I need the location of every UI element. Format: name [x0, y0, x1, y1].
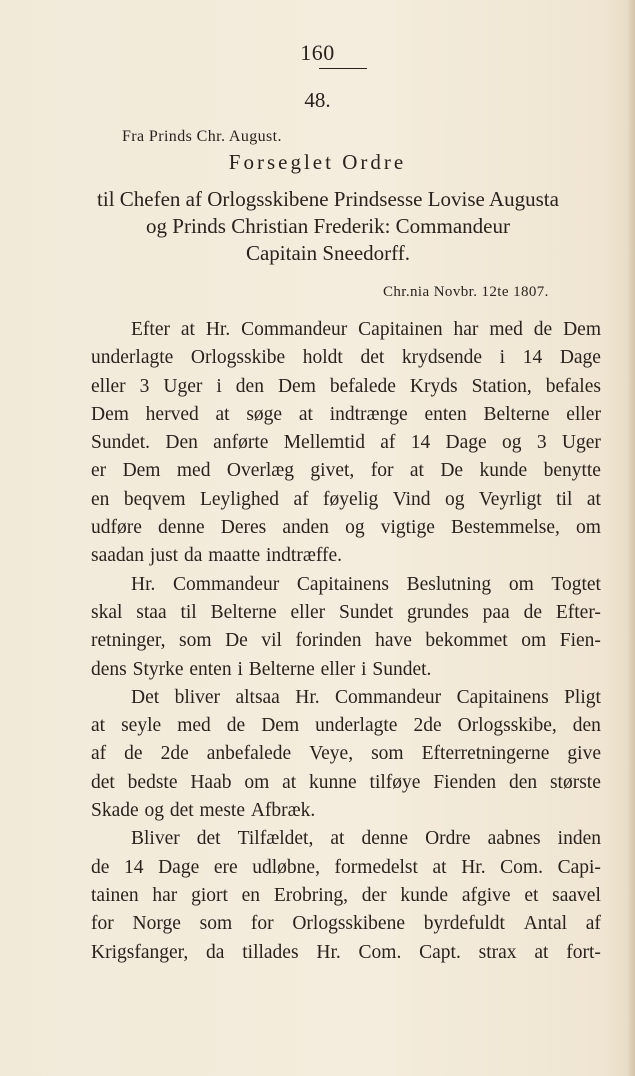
body-word: Togtet: [551, 573, 601, 595]
body-word: Capitainens: [456, 686, 549, 708]
body-word: den: [508, 771, 538, 793]
body-word: for: [250, 913, 274, 935]
body-word: af: [293, 488, 309, 510]
body-word: tilføye: [369, 771, 421, 793]
body-word: Dem: [91, 403, 129, 425]
body-word: grundes: [407, 601, 469, 623]
body-word: staa: [136, 601, 167, 623]
body-word: om: [576, 517, 601, 539]
body-word: formedelst: [334, 856, 418, 878]
body-word: 14: [410, 432, 431, 454]
body-word: holdt: [302, 347, 343, 369]
body-word: de: [533, 319, 553, 340]
body-word: for: [91, 913, 114, 935]
page-number-rule: [319, 68, 367, 69]
body-word: Dage: [158, 856, 200, 878]
body-word: udløbne,: [252, 856, 320, 878]
body-word: er: [91, 460, 107, 482]
body-line: [91, 401, 601, 429]
body-word: afgive: [461, 884, 511, 906]
body-word: Tilfældet,: [237, 828, 314, 850]
body-line: [91, 627, 601, 655]
body-line: [91, 684, 601, 712]
body-word: til: [556, 488, 573, 510]
body-word: 14: [522, 347, 543, 369]
body-line: [91, 854, 601, 882]
body-word: da: [206, 941, 225, 963]
body-word: anden: [282, 517, 329, 539]
body-word: Dage: [445, 432, 487, 454]
body-word: i: [216, 375, 222, 397]
body-word: Sundet.: [372, 658, 432, 680]
body-word: en: [241, 884, 261, 906]
body-word: der: [361, 884, 387, 906]
body-word: Styrke: [132, 658, 184, 680]
body-word: 2de: [160, 743, 189, 765]
body-line: [91, 712, 601, 740]
recipient-line: og Prinds Christian Frederik: Commandeur: [146, 214, 510, 238]
body-word: udføre: [91, 517, 142, 539]
body-word: Orlogsskibe,: [457, 715, 557, 737]
body-word: Overlæg: [226, 460, 295, 482]
body-word: Afbræk.: [250, 800, 316, 822]
sender-line: Fra Prinds Chr. August.: [122, 128, 282, 145]
body-word: Sundet: [339, 601, 394, 623]
body-word: og: [144, 800, 164, 822]
body-word: at: [534, 941, 549, 963]
body-word: til: [180, 601, 197, 623]
body-word: Skade: [91, 800, 139, 822]
body-line: [91, 571, 601, 599]
body-line: [91, 514, 601, 542]
body-word: Bestemmelse,: [451, 517, 560, 539]
body-word: da: [183, 545, 203, 567]
body-word: at: [298, 403, 313, 425]
body-word: kunde: [400, 884, 449, 906]
body-word: Dem: [261, 715, 300, 737]
body-word: af: [585, 913, 601, 935]
body-word: have: [375, 630, 412, 652]
body-word: kunne: [309, 771, 357, 793]
body-word: Erobring,: [273, 884, 349, 906]
body-line: [91, 656, 601, 684]
body-word: underlagte: [91, 347, 174, 369]
body-word: Com.: [358, 941, 402, 963]
body-word: at: [586, 488, 601, 510]
body-word: vil: [261, 630, 282, 652]
body-word: Ordre: [425, 828, 471, 850]
body-word: anbefalede: [206, 743, 292, 765]
body-word: Veye,: [309, 743, 354, 765]
body-word: i: [499, 347, 506, 369]
body-word: søge: [246, 403, 283, 425]
body-word: paa: [482, 601, 510, 623]
body-line: [91, 882, 601, 910]
body-word: krydsende: [401, 347, 483, 369]
body-word: giort: [191, 884, 228, 906]
body-word: Krigsfanger,: [91, 941, 189, 963]
body-word: underlagte: [315, 715, 398, 737]
body-word: Commandeur: [335, 686, 442, 708]
body-word: 3: [139, 375, 150, 397]
body-word: største: [549, 771, 601, 793]
body-word: det: [169, 800, 194, 822]
body-line: [91, 542, 601, 570]
body-word: 3: [536, 432, 547, 454]
body-word: Norge: [132, 913, 181, 935]
body-word: Efter-: [555, 601, 601, 623]
body-word: eller: [91, 375, 126, 397]
body-word: saavel: [552, 884, 601, 906]
body-word: med: [176, 460, 211, 482]
body-word: Dem: [122, 460, 161, 482]
body-word: de: [124, 743, 143, 765]
recipient-line: til Chefen af Orlogsskibene Prindsesse Lovise Augusta: [97, 187, 559, 211]
body-word: Capt.: [419, 941, 461, 963]
body-word: Vind: [392, 488, 431, 510]
body-word: om: [508, 573, 534, 595]
body-word: Efter: [131, 319, 170, 340]
body-word: Dage: [559, 347, 601, 369]
body-word: Antal: [523, 913, 568, 935]
body-word: denne: [158, 517, 205, 539]
body-word: bliver: [174, 686, 221, 708]
body-word: kunde: [479, 460, 528, 482]
body-word: maatte: [208, 545, 261, 567]
body-word: Capitainens: [296, 573, 389, 595]
body-word: Efterretningerne: [421, 743, 550, 765]
body-line: [91, 344, 601, 372]
body-word: retninger,: [91, 630, 166, 652]
body-word: Uger: [561, 432, 601, 454]
body-word: som: [179, 630, 212, 652]
body-word: med: [177, 715, 211, 737]
body-word: at: [91, 715, 106, 737]
body-word: Belterne: [248, 658, 315, 680]
body-line: [91, 910, 601, 938]
body-word: givet,: [310, 460, 355, 482]
body-word: et: [524, 884, 539, 906]
body-word: indtrænge: [329, 403, 408, 425]
body-word: 2de: [413, 715, 442, 737]
body-word: Dem: [563, 319, 601, 340]
body-word: Haab: [190, 771, 232, 793]
body-word: af: [380, 432, 396, 454]
body-line: [91, 740, 601, 768]
recipient-block: [80, 186, 576, 267]
body-word: Station,: [471, 375, 532, 397]
body-word: de: [91, 856, 110, 878]
body-word: de: [523, 601, 542, 623]
body-line: [91, 797, 601, 825]
body-word: Bliver: [131, 828, 180, 850]
body-word: Com.: [500, 856, 543, 878]
body-word: i: [361, 658, 367, 680]
body-word: det: [360, 347, 385, 369]
body-word: og: [444, 488, 465, 510]
body-word: Orlogsskibe: [190, 347, 286, 369]
body-word: Hr.: [316, 941, 341, 963]
body-word: anførte: [213, 432, 269, 454]
body-word: indtræffe.: [266, 545, 343, 567]
body-word: at: [330, 828, 345, 850]
body-word: Mellemtid: [283, 432, 365, 454]
body-word: De: [440, 460, 464, 482]
body-word: skal: [91, 601, 123, 623]
body-word: føyelig: [323, 488, 379, 510]
body-word: Beslutning: [406, 573, 492, 595]
body-word: tainen: [91, 884, 139, 906]
body-word: befales: [545, 375, 601, 397]
body-word: Hr.: [461, 856, 486, 878]
body-word: i: [237, 658, 243, 680]
body-word: Hr.: [205, 319, 231, 340]
body-line: [91, 486, 601, 514]
body-word: Commandeur: [173, 573, 280, 595]
body-word: om: [521, 630, 547, 652]
body-word: at: [215, 403, 230, 425]
body-line: [91, 429, 601, 457]
body-word: altsaa: [235, 686, 280, 708]
body-word: Sundet.: [91, 432, 151, 454]
body-word: Det: [131, 686, 160, 708]
body-word: Hr.: [295, 686, 320, 708]
body-word: som: [371, 743, 404, 765]
body-word: Deres: [220, 517, 267, 539]
body-word: om: [244, 771, 270, 793]
body-line: [91, 599, 601, 627]
body-word: for: [370, 460, 394, 482]
body-word: seyle: [121, 715, 162, 737]
body-word: vigtige: [380, 517, 435, 539]
body-word: befalede: [329, 375, 396, 397]
body-word: Uger: [163, 375, 203, 397]
body-word: at: [432, 856, 447, 878]
body-word: denne: [361, 828, 409, 850]
body-word: har: [152, 884, 178, 906]
document-number: 48.: [304, 88, 331, 112]
body-word: Dem: [277, 375, 316, 397]
body-word: Leylighed: [199, 488, 280, 510]
body-word: enten: [189, 658, 232, 680]
body-word: beqvem: [123, 488, 186, 510]
body-word: bekommet: [425, 630, 508, 652]
body-word: det: [91, 771, 115, 793]
body-word: den: [235, 375, 264, 397]
body-word: forinden: [295, 630, 362, 652]
dateline: Chr.nia Novbr. 12te 1807.: [383, 284, 549, 300]
body-word: som: [199, 913, 233, 935]
body-word: dens: [91, 658, 127, 680]
body-word: saadan: [91, 545, 145, 567]
body-word: eller: [320, 658, 356, 680]
body-word: Pligt: [564, 686, 601, 708]
body-word: med: [489, 319, 523, 340]
body-word: Capi-: [557, 856, 601, 878]
body-word: og: [345, 517, 365, 539]
body-word: at: [282, 771, 297, 793]
body-line: [91, 373, 601, 401]
body-word: ere: [213, 856, 238, 878]
body-word: give: [567, 743, 601, 765]
recipient-line: Capitain Sneedorff.: [245, 241, 411, 265]
body-word: en: [91, 488, 110, 510]
body-word: at: [409, 460, 424, 482]
body-word: Belterne: [483, 403, 550, 425]
body-word: den: [572, 715, 601, 737]
body-word: de: [226, 715, 246, 737]
body-word: strax: [478, 941, 517, 963]
body-line: [91, 769, 601, 797]
body-word: at: [180, 319, 195, 340]
body-word: byrdefuldt: [423, 913, 505, 935]
body-word: bedste: [127, 771, 178, 793]
body-word: meste: [199, 800, 245, 822]
body-word: fort-: [566, 941, 601, 963]
body-word: tillades: [242, 941, 299, 963]
page-number: 160: [300, 40, 335, 65]
body-word: aabnes: [487, 828, 541, 850]
body-word: benytte: [543, 460, 601, 482]
body-word: og: [502, 432, 522, 454]
body-line: [91, 825, 601, 853]
body-word: 14: [124, 856, 144, 878]
document-title: Forseglet Ordre: [228, 150, 407, 174]
body-word: just: [149, 545, 179, 567]
body-word: Hr.: [131, 573, 156, 595]
body-word: af: [91, 743, 107, 765]
body-word: Commandeur: [241, 319, 348, 340]
body-word: eller: [290, 601, 326, 623]
body-word: det: [196, 828, 221, 850]
body-line: [91, 316, 601, 344]
body-word: Veyrligt: [478, 488, 542, 510]
letter-body: [91, 316, 601, 967]
body-word: Den: [165, 432, 198, 454]
body-word: har: [453, 319, 479, 340]
body-word: Belterne: [210, 601, 277, 623]
body-word: herved: [145, 403, 199, 425]
body-line: [91, 457, 601, 485]
body-line: [91, 939, 601, 967]
body-word: Fien-: [559, 630, 601, 652]
body-word: Kryds: [409, 375, 458, 397]
body-word: Fienden: [433, 771, 497, 793]
body-word: Capitainen: [358, 319, 443, 340]
body-word: enten: [424, 403, 467, 425]
body-word: eller: [566, 403, 601, 425]
body-word: De: [225, 630, 248, 652]
body-word: inden: [557, 828, 601, 850]
body-word: Orlogsskibene: [292, 913, 405, 935]
